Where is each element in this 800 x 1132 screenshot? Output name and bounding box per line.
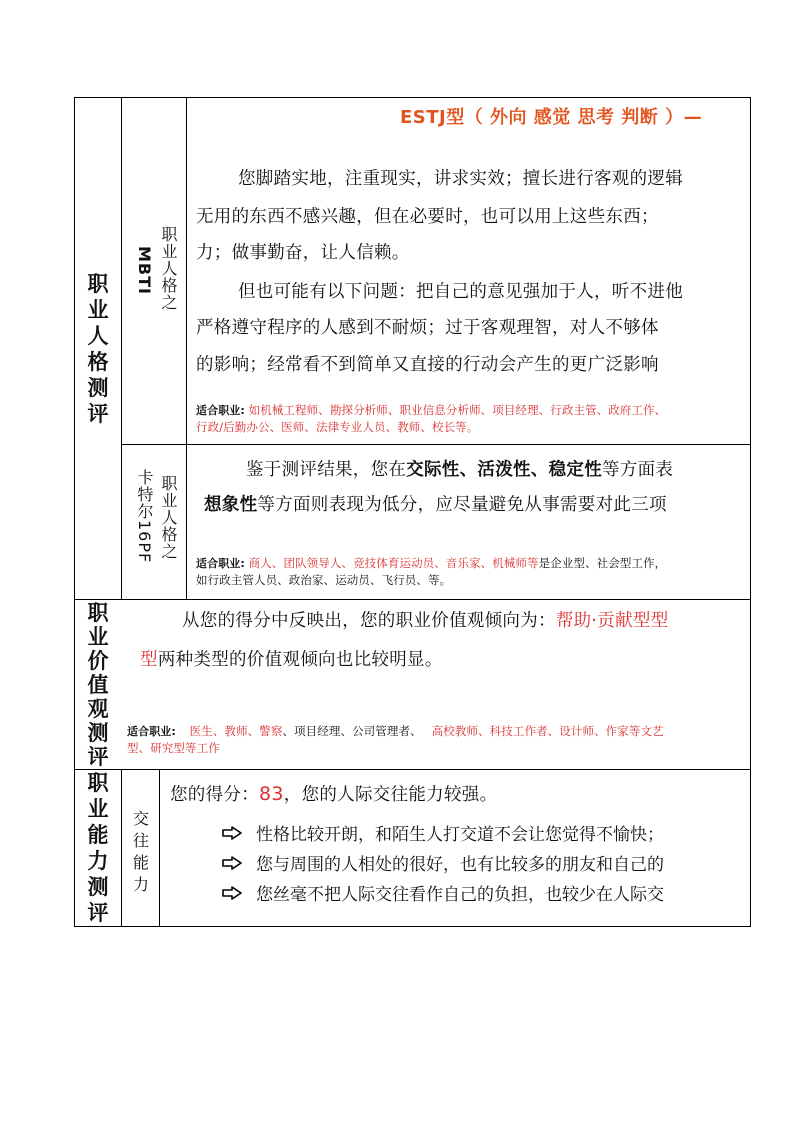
values-type-secondary: 型 xyxy=(140,650,158,670)
cattell-traits-high: 交际性、活泼性、稳定性 xyxy=(406,460,603,480)
ability-bullet-text: 您丝毫不把人际交往看作自己的负担，也较少在人际交 xyxy=(256,885,664,905)
cattell-line1 xyxy=(246,455,800,486)
ability-score-label: 您的得分： xyxy=(170,785,259,805)
cattell-fit-label: 适合职业: xyxy=(196,557,245,570)
mbti-sub-label: 职业人格之 xyxy=(159,226,178,311)
mbti-para1-line3: 力；做事勤奋，让人信赖。 xyxy=(196,243,410,263)
mbti-fit-line2: 行政/后勤办公、医师、法律专业人员、教师、校长等。 xyxy=(196,420,479,434)
ability-bullet xyxy=(222,850,664,875)
cattell-fit-careers: 商人、团队领导人、竞技体育运动员、音乐家、机械师等 xyxy=(248,556,539,570)
arrow-right-icon xyxy=(222,886,242,900)
mbti-para2-line2: 严格遵守程序的人感到不耐烦；过于客观理智，对人不够体 xyxy=(196,318,659,338)
ability-sub-label: 交往能力 xyxy=(132,809,149,894)
arrow-right-icon xyxy=(222,826,242,840)
cattell-line2-b: 等方面则表现为低分，应尽量避免从事需要对此三项 xyxy=(257,495,667,515)
ability-score-line xyxy=(170,779,730,811)
cattell-line2 xyxy=(204,490,764,521)
ability-bullet-text: 您与周围的人相处的很好，也有比较多的朋友和自己的 xyxy=(256,855,664,875)
cattell-fit-line2: 如行政主管人员、政治家、运动员、飞行员、等。 xyxy=(196,573,452,587)
section-ability xyxy=(75,770,121,926)
mbti-para1-line1: 您脚踏实地，注重现实，讲求实效；擅长进行客观的逻辑 xyxy=(238,169,683,189)
ability-divider-right xyxy=(159,769,160,927)
values-line2 xyxy=(140,645,700,676)
section-personality-label: 职业人格测评 xyxy=(87,271,109,426)
values-line2-b: 两种类型的价值观倾向也比较明显。 xyxy=(157,650,443,670)
section-values xyxy=(75,600,121,769)
mbti-fit-label: 适合职业: xyxy=(196,404,245,417)
subsection-divider xyxy=(186,97,187,600)
ability-bullet xyxy=(222,820,664,845)
cattell-sub-label: 职业人格之 xyxy=(159,475,178,560)
mbti-para1-line2: 无用的东西不感兴趣，但在必要时，也可以用上这些东西； xyxy=(196,207,659,227)
values-fit-line1 xyxy=(127,723,664,740)
ability-bullet-text: 性格比较开朗，和陌生人打交道不会让您觉得不愉快； xyxy=(256,825,664,845)
section-personality xyxy=(75,98,121,599)
mbti-bottom-border xyxy=(121,444,751,445)
mbti-sub-cell xyxy=(122,98,186,444)
values-fit-line2: 型、研究型等工作 xyxy=(127,741,220,755)
values-line1 xyxy=(182,606,742,637)
cattell-trait-low: 想象性 xyxy=(204,495,258,515)
cattell-fit-line1 xyxy=(196,555,666,572)
values-fit-label: 适合职业: xyxy=(127,725,176,738)
ability-score-tail: ，您的人际交往能力较强。 xyxy=(283,785,498,805)
section-ability-label: 职业能力测评 xyxy=(87,771,109,925)
values-fit-careers2: 、项目经理、公司管理者、 xyxy=(282,724,422,738)
cattell-sub-cell xyxy=(122,445,186,599)
mbti-fit-careers: 如机械工程师、勘探分析师、职业信息分析师、项目经理、行政主管、政府工作、 xyxy=(248,403,667,417)
cattell-fit-types: 是企业型、社会型工作， xyxy=(538,556,667,570)
cattell-sub-name: 卡特尔16PF xyxy=(135,469,154,564)
arrow-right-icon xyxy=(222,856,242,870)
mbti-fit-line1 xyxy=(196,402,666,419)
values-type-primary: 帮助·贡献型 xyxy=(555,611,651,631)
ability-score-value: 83 xyxy=(259,783,284,805)
values-line1-a: 从您的得分中反映出，您的职业价值观倾向为： xyxy=(182,611,556,631)
values-fit-careers1: 医生、教师、警察 xyxy=(189,724,283,738)
mbti-para2-line1: 但也可能有以下问题：把自己的意见强加于人，听不进他 xyxy=(238,282,683,302)
cattell-line1-c: 等方面表 xyxy=(602,460,674,480)
mbti-para2-line3: 的影响；经常看不到简单又直接的行动会产生的更广泛影响 xyxy=(196,355,659,375)
mbti-title: ESTJ型（ 外向 感觉 思考 判断 ）— xyxy=(400,107,703,128)
ability-sub-cell xyxy=(122,770,159,926)
cattell-line1-a: 鉴于测评结果，您在 xyxy=(246,460,407,480)
table-bottom-border xyxy=(74,926,751,927)
ability-bullet xyxy=(222,880,664,905)
section-values-label: 职业价值观测评 xyxy=(87,600,109,769)
personality-bottom-border xyxy=(74,599,751,600)
values-bottom-border xyxy=(74,769,751,770)
values-fit-careers3: 高校教师、科技工作者、设计师、作家等文艺 xyxy=(431,724,664,738)
values-type-suffix: 型 xyxy=(650,611,669,631)
mbti-sub-name: MBTI xyxy=(135,246,154,295)
